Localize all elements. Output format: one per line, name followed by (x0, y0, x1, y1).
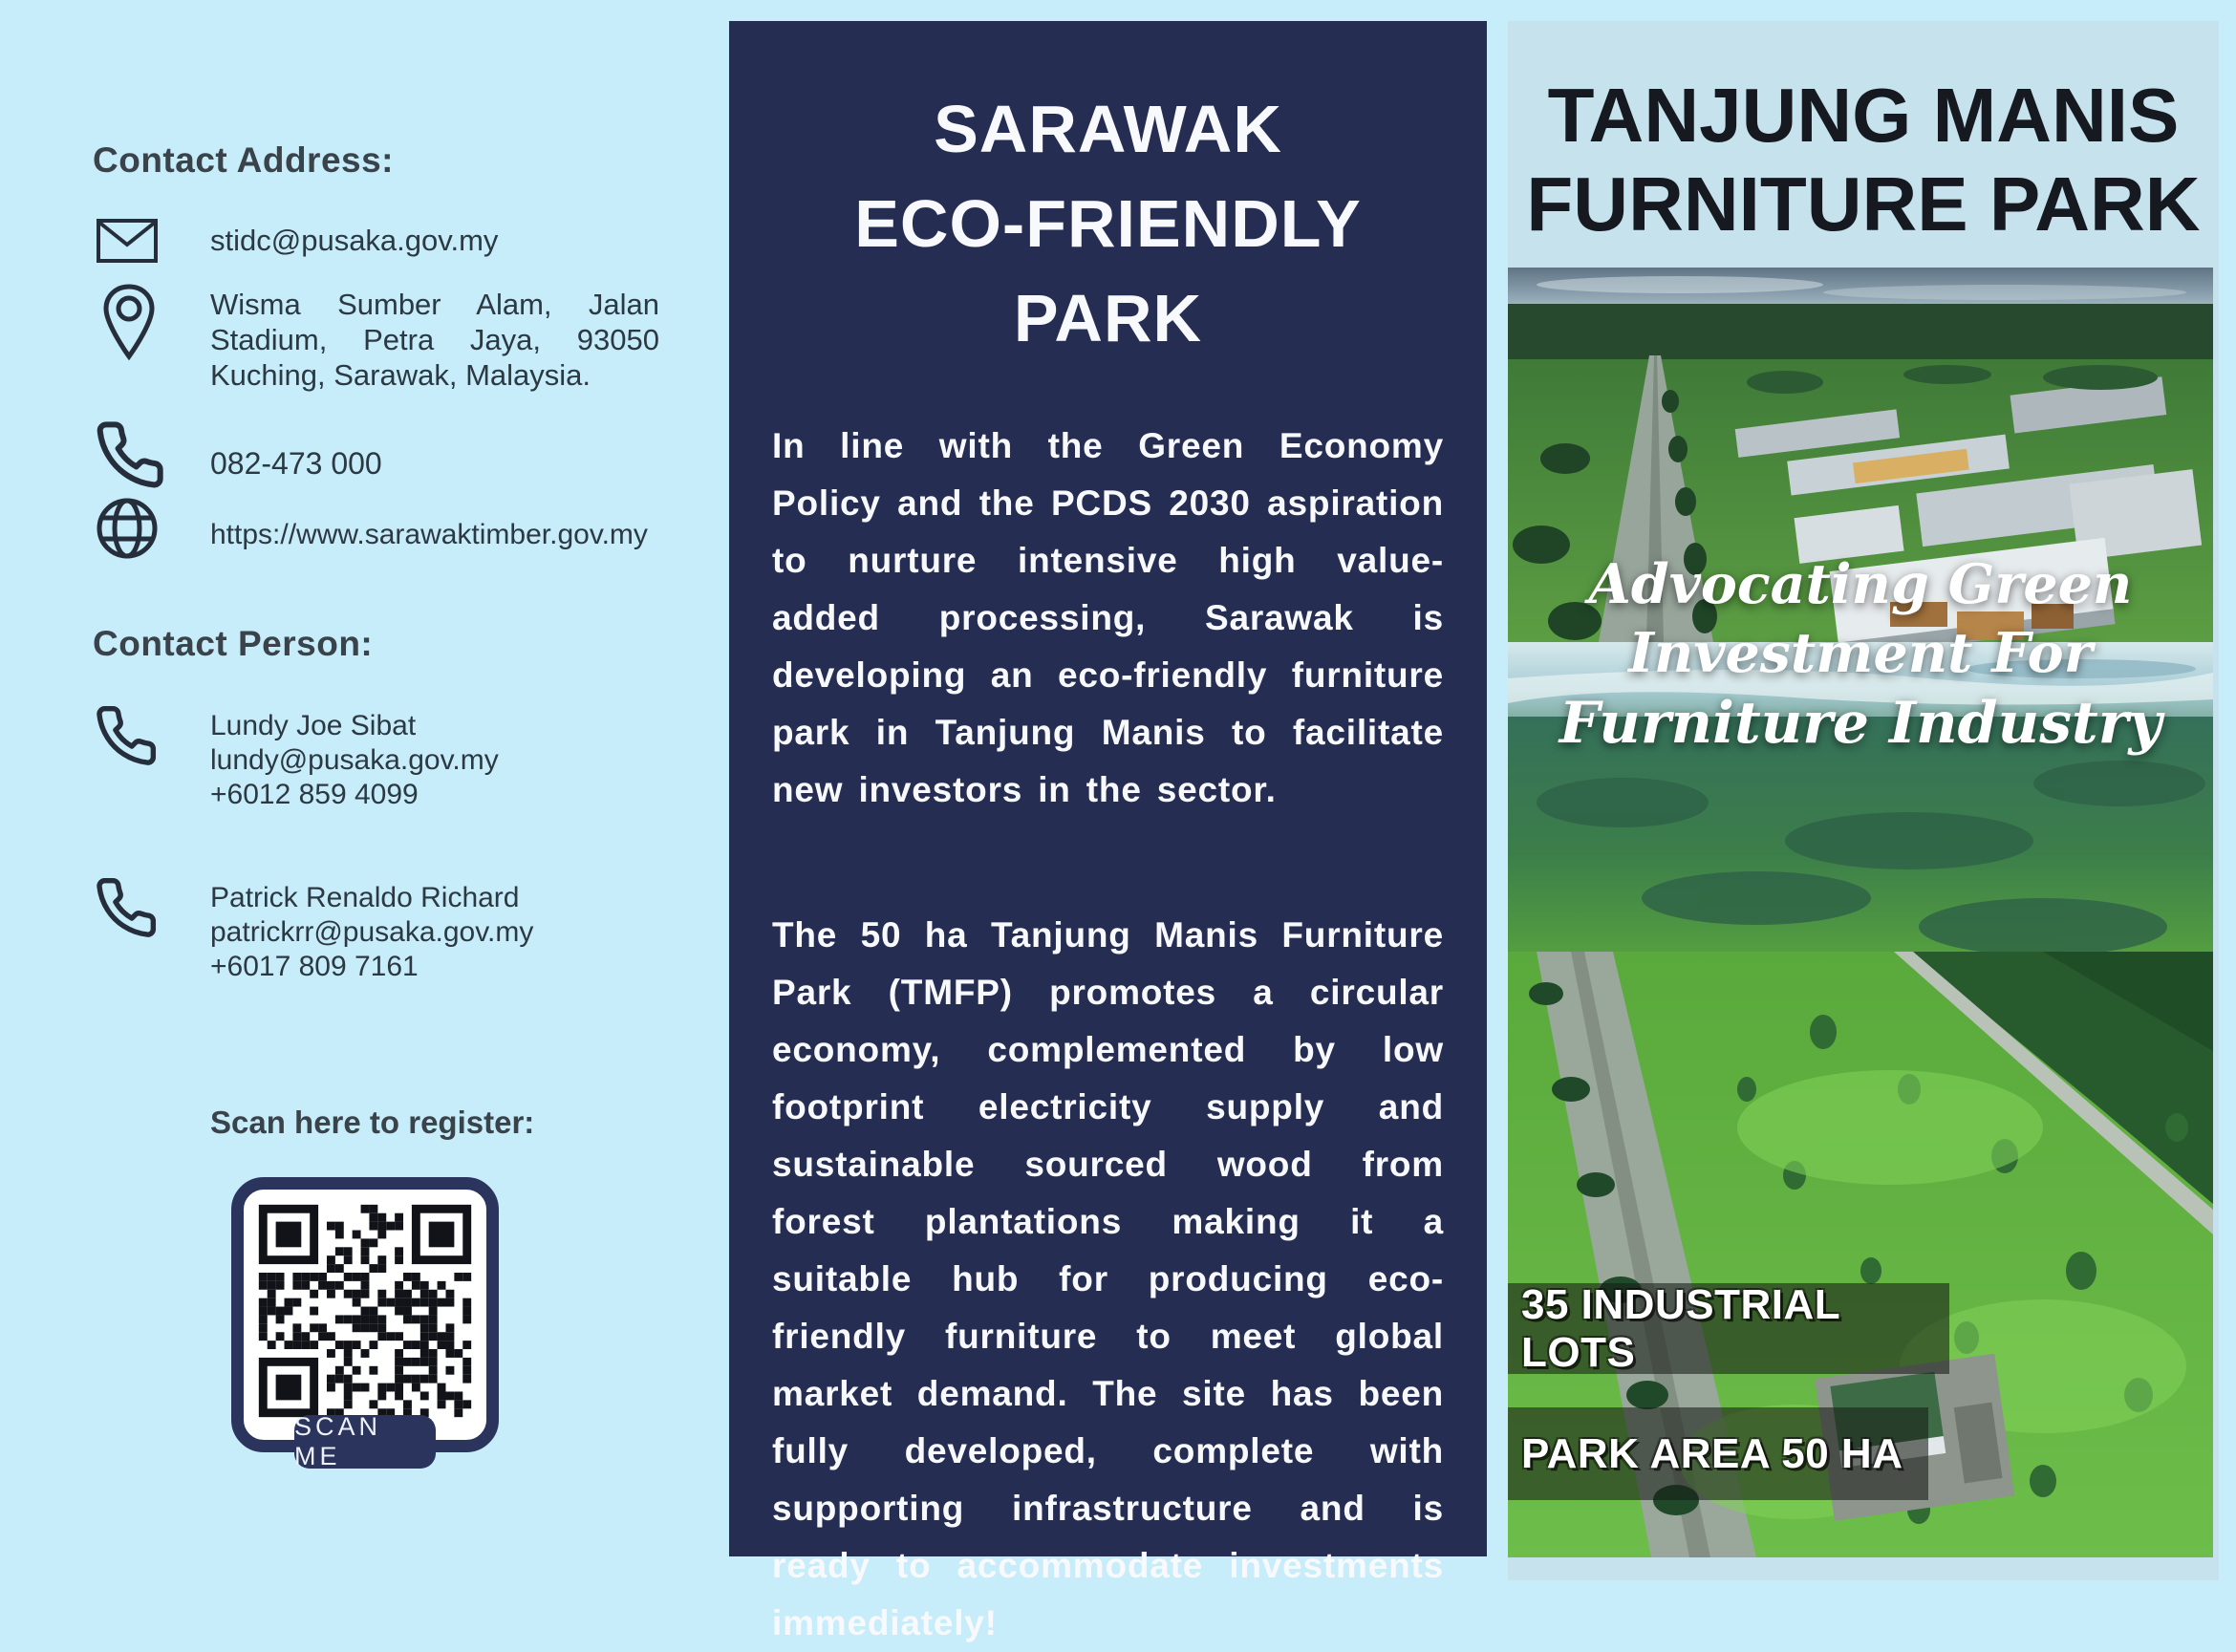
address-line: Kuching, Sarawak, Malaysia. (210, 358, 591, 392)
globe-icon (96, 497, 159, 565)
phone-icon (94, 418, 166, 496)
eco-park-title (772, 82, 1444, 366)
phone-icon (94, 875, 159, 945)
contact-website: https://www.sarawaktimber.gov.my (210, 519, 648, 550)
person-phone: +6012 859 4099 (210, 779, 419, 810)
cover-title (1508, 71, 2219, 248)
photo-caption (1508, 550, 2213, 759)
scan-register-heading: Scan here to register: (210, 1105, 535, 1140)
contact-person-2 (210, 881, 533, 984)
cover-title-line2: FURNITURE PARK (1526, 161, 2201, 247)
person-name: Lundy Joe Sibat (210, 710, 417, 741)
intro-paragraph-1: In line with the Green Economy Policy and the PCDS 2030 aspiration to nurture intensive high value-added processing, Sarawak is developing an eco-friendly furniture park in Tanjung Manis to facilitate new investors in the sector. (772, 426, 1444, 809)
person-phone: +6017 809 7161 (210, 951, 419, 982)
eco-park-title-line2: ECO-FRIENDLY PARK (854, 186, 1362, 355)
photo-caption-line1: Advocating Green Investment For (1588, 552, 2133, 685)
aerial-photo (1508, 268, 2213, 1557)
person-email: lundy@pusaka.gov.my (210, 744, 499, 776)
contact-person-heading: Contact Person: (93, 624, 374, 663)
person-email: patrickrr@pusaka.gov.my (210, 916, 534, 948)
address-line: Wisma Sumber Alam, Jalan (210, 288, 659, 321)
cover-title-line1: TANJUNG MANIS (1547, 73, 2180, 158)
badge-industrial-lots: 35 INDUSTRIAL LOTS (1508, 1283, 1949, 1374)
cover-panel (1508, 21, 2219, 1580)
person-name: Patrick Renaldo Richard (210, 882, 520, 913)
contact-address-block (210, 287, 659, 393)
scan-me-label: SCAN ME (294, 1415, 436, 1469)
contact-panel (0, 0, 729, 1580)
address-line: Stadium, Petra Jaya, 93050 (210, 323, 659, 356)
phone-icon (94, 703, 159, 773)
intro-panel (729, 21, 1487, 1642)
location-pin-icon (101, 283, 157, 368)
eco-park-title-line1: SARAWAK (934, 92, 1282, 166)
photo-caption-line2: Furniture Industry (1559, 690, 2162, 757)
contact-email: stidc@pusaka.gov.my (210, 224, 499, 257)
badge-park-area: PARK AREA 50 HA (1508, 1407, 1928, 1500)
contact-address-heading: Contact Address: (93, 140, 395, 180)
contact-person-1 (210, 709, 499, 812)
contact-phone: 082-473 000 (210, 446, 382, 481)
intro-paragraph-2: The 50 ha Tanjung Manis Furniture Park (TMFP) promotes a circular economy, complemented by low footprint electricity supply and sustainable sourced wood from forest plantations making it a suitable hub for producing eco-friendly furniture to meet global market demand. The site has been fully developed, complete with supporting infrastructure and is ready to accommodate investments immediately! (772, 915, 1444, 1642)
qr-code (231, 1177, 499, 1452)
envelope-icon (96, 218, 159, 268)
qr-code-pattern (246, 1191, 484, 1430)
